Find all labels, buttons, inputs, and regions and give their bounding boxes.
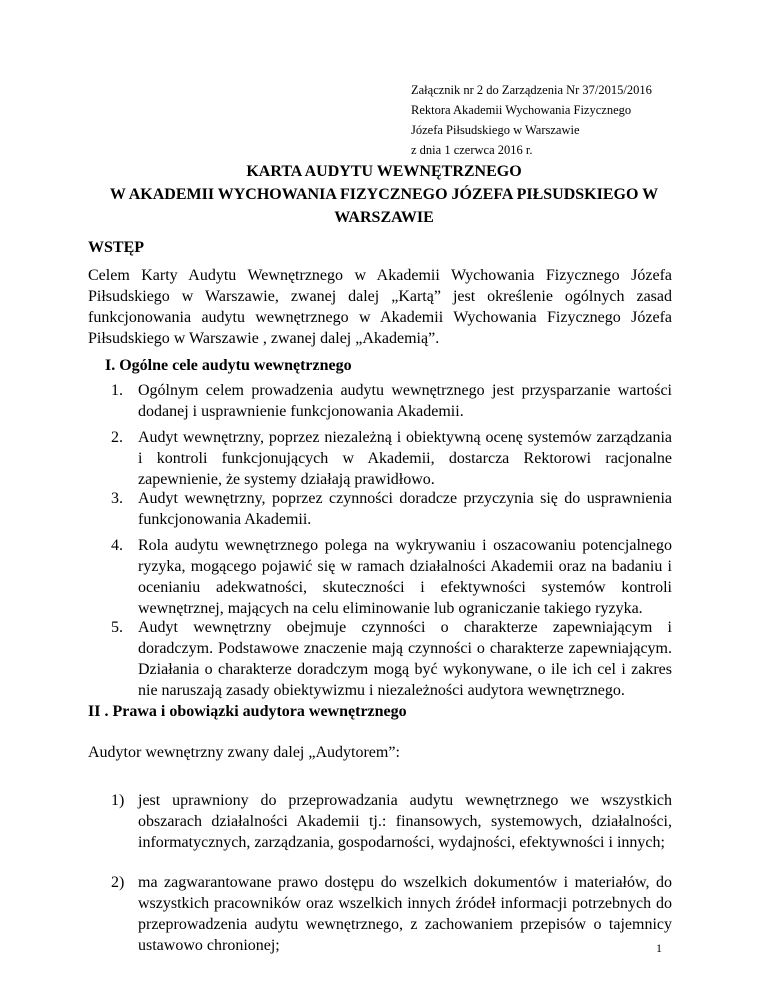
- item-number: 1): [111, 792, 125, 809]
- section2-item: [111, 790, 672, 853]
- annex-note: [411, 80, 652, 160]
- section1-item: [111, 535, 672, 619]
- item-text: ma zagwarantowane prawo dostępu do wszelkich dokumentów i materiałów, do wszystkich pracowników oraz wszelkich innych źródeł informacji potrzebnych do przeprowadzenia audytu wewnętrznego, z zachowaniem przepisów o tajemnicy ustawowo chronionej;: [138, 874, 672, 954]
- section1-item: [111, 488, 672, 530]
- item-text: Rola audytu wewnętrznego polega na wykrywaniu i oszacowaniu potencjalnego ryzyka, mogącego pojawić się w ramach działalności Akademii oraz na badaniu i ocenianiu adekwatności, skuteczności i efektywności systemów kontroli wewnętrznej, mających na celu eliminowanie lub ograniczanie takiego ryzyka.: [138, 537, 672, 617]
- section1-item: [111, 380, 672, 422]
- section1-item: [111, 617, 672, 701]
- title-line: KARTA AUDYTU WEWNĘTRZNEGO: [246, 163, 522, 180]
- section1-item: [111, 427, 672, 490]
- annex-line: Józefa Piłsudskiego w Warszawie: [411, 123, 580, 137]
- section1-heading: I. Ogólne cele audytu wewnętrznego: [105, 357, 352, 374]
- item-text: Audyt wewnętrzny, poprzez niezależną i obiektywną ocenę systemów zarządzania i kontroli funkcjonujących w Akademii, dostarcza Rektorowi racjonalne zapewnienie, że systemy działają prawidłowo.: [138, 429, 672, 488]
- intro-paragraph: Celem Karty Audytu Wewnętrznego w Akademii Wychowania Fizycznego Józefa Piłsudskiego w Warszawie, zwanej dalej „Kartą” jest określenie ogólnych zasad funkcjonowania audytu wewnętrznego w Akademii Wychowania Fizycznego Józefa Piłsudskiego w Warszawie , zwanej dalej „Akademią”.: [88, 267, 672, 347]
- page-number: 1: [656, 941, 662, 955]
- item-number: 5.: [111, 619, 123, 636]
- item-number: 3.: [111, 490, 123, 507]
- section2-item: [111, 872, 672, 956]
- title-line: W AKADEMII WYCHOWANIA FIZYCZNEGO JÓZEFA PIŁSUDSKIEGO W: [109, 186, 659, 203]
- title-line: WARSZAWIE: [334, 209, 434, 226]
- item-number: 1.: [111, 382, 123, 399]
- annex-line: Rektora Akademii Wychowania Fizycznego: [411, 103, 632, 117]
- section2-intro: Audytor wewnętrzny zwany dalej „Audytorem”:: [88, 744, 400, 761]
- annex-line: Załącznik nr 2 do Zarządzenia Nr 37/2015/2016: [411, 83, 652, 97]
- item-text: jest uprawniony do przeprowadzania audytu wewnętrznego we wszystkich obszarach działalności Akademii tj.: finansowych, systemowych, działalności, informatycznych, zarządzania, gospodarności, wydajności, efektywności i innych;: [138, 792, 672, 851]
- item-text: Audyt wewnętrzny obejmuje czynności o charakterze zapewniającym i doradczym. Podstawowe znaczenie mają czynności o charakterze zapewniającym. Działania o charakterze doradczym mogą być wykonywane, o ile ich cel i zakres nie naruszają zasady obiektywizmu i niezależności audytora wewnętrznego.: [138, 619, 672, 699]
- item-text: Ogólnym celem prowadzenia audytu wewnętrznego jest przysparzanie wartości dodanej i usprawnienie funkcjonowania Akademii.: [138, 382, 672, 420]
- item-number: 4.: [111, 537, 123, 554]
- item-number: 2.: [111, 429, 123, 446]
- annex-line: z dnia 1 czerwca 2016 r.: [411, 143, 533, 157]
- item-number: 2): [111, 874, 125, 891]
- section2-heading: II . Prawa i obowiązki audytora wewnętrznego: [88, 703, 407, 720]
- item-text: Audyt wewnętrzny, poprzez czynności doradcze przyczynia się do usprawnienia funkcjonowania Akademii.: [138, 490, 672, 528]
- document-title: [100, 160, 668, 229]
- intro-heading: WSTĘP: [88, 239, 145, 256]
